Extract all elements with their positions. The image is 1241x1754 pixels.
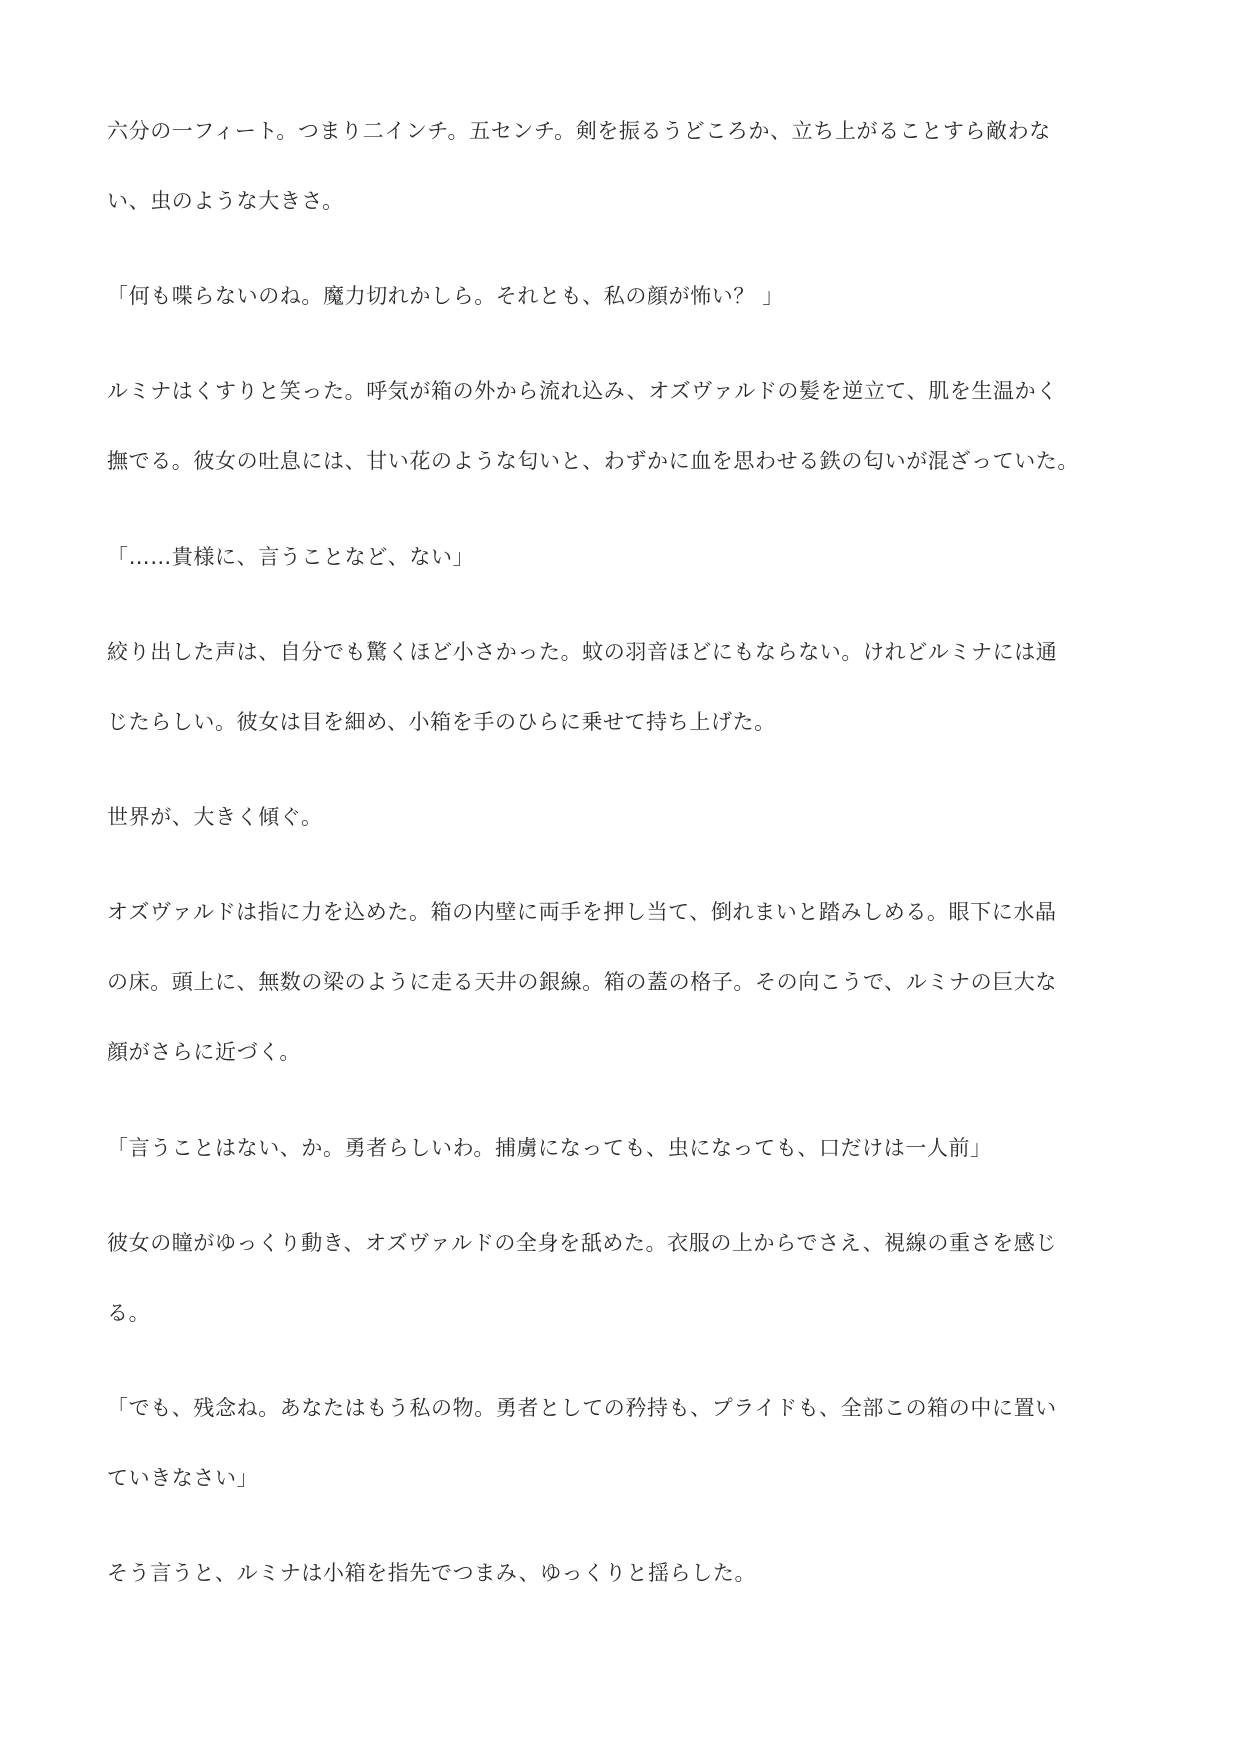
paragraph-4-line-1: 「……貴様に、言うことなど、ない」	[107, 545, 475, 569]
paragraph-7	[107, 877, 1137, 1087]
paragraph-7-line-1: オズヴァルドは指に力を込めた。箱の内壁に両手を押し当て、倒れまいと踏みしめる。眼下に水晶	[107, 900, 1057, 924]
paragraph-2	[107, 261, 1137, 331]
paragraph-11-line-1: そう言うと、ルミナは小箱を指先でつまみ、ゆっくりと揺らした。	[107, 1561, 757, 1585]
paragraph-8	[107, 1113, 1137, 1183]
paragraph-10-line-2: ていきなさい」	[107, 1466, 259, 1490]
paragraph-9	[107, 1208, 1137, 1348]
paragraph-5-line-1: 絞り出した声は、自分でも驚くほど小さかった。蚊の羽音ほどにもならない。けれどルミナには通	[107, 640, 1058, 664]
paragraph-5	[107, 617, 1137, 757]
paragraph-3	[107, 356, 1137, 496]
paragraph-7-line-3: 顔がさらに近づく。	[107, 1040, 301, 1064]
paragraph-5-line-2: じたらしい。彼女は目を細め、小箱を手のひらに乗せて持ち上げた。	[107, 710, 776, 734]
paragraph-2-line-1: 「何も喋らないのね。魔力切れかしら。それとも、私の顔が怖い？ 」	[107, 284, 784, 308]
paragraph-4	[107, 522, 1137, 592]
paragraph-3-line-1: ルミナはくすりと笑った。呼気が箱の外から流れ込み、オズヴァルドの髪を逆立て、肌を生温かく	[107, 379, 1058, 403]
paragraph-10-line-1: 「でも、残念ね。あなたはもう私の物。勇者としての矜持も、プライドも、全部この箱の中に置い	[107, 1396, 1057, 1420]
paragraph-3-line-2: 撫でる。彼女の吐息には、甘い花のような匂いと、わずかに血を思わせる鉄の匂いが混ざっていた。	[107, 449, 1079, 473]
paragraph-9-line-1: 彼女の瞳がゆっくり動き、オズヴァルドの全身を舐めた。衣服の上からでさえ、視線の重さを感じ	[107, 1231, 1057, 1255]
paragraph-6-line-1: 世界が、大きく傾ぐ。	[107, 805, 323, 829]
paragraph-9-line-2: る。	[107, 1301, 151, 1325]
paragraph-1	[107, 96, 1137, 236]
paragraph-7-line-2: の床。頭上に、無数の梁のように走る天井の銀線。箱の蓋の格子。その向こうで、ルミナの巨大な	[107, 970, 1057, 994]
paragraph-1-line-2: い、虫のような大きさ。	[107, 189, 344, 213]
paragraph-8-line-1: 「言うことはない、か。勇者らしいわ。捕虜になっても、虫になっても、口だけは一人前」	[107, 1136, 992, 1160]
paragraph-11	[107, 1538, 1137, 1608]
paragraph-6	[107, 782, 1137, 852]
paragraph-1-line-1: 六分の一フィート。つまり二インチ。五センチ。剣を振るうどころか、立ち上がることすら敵わな	[107, 119, 1051, 143]
paragraph-10	[107, 1373, 1137, 1513]
